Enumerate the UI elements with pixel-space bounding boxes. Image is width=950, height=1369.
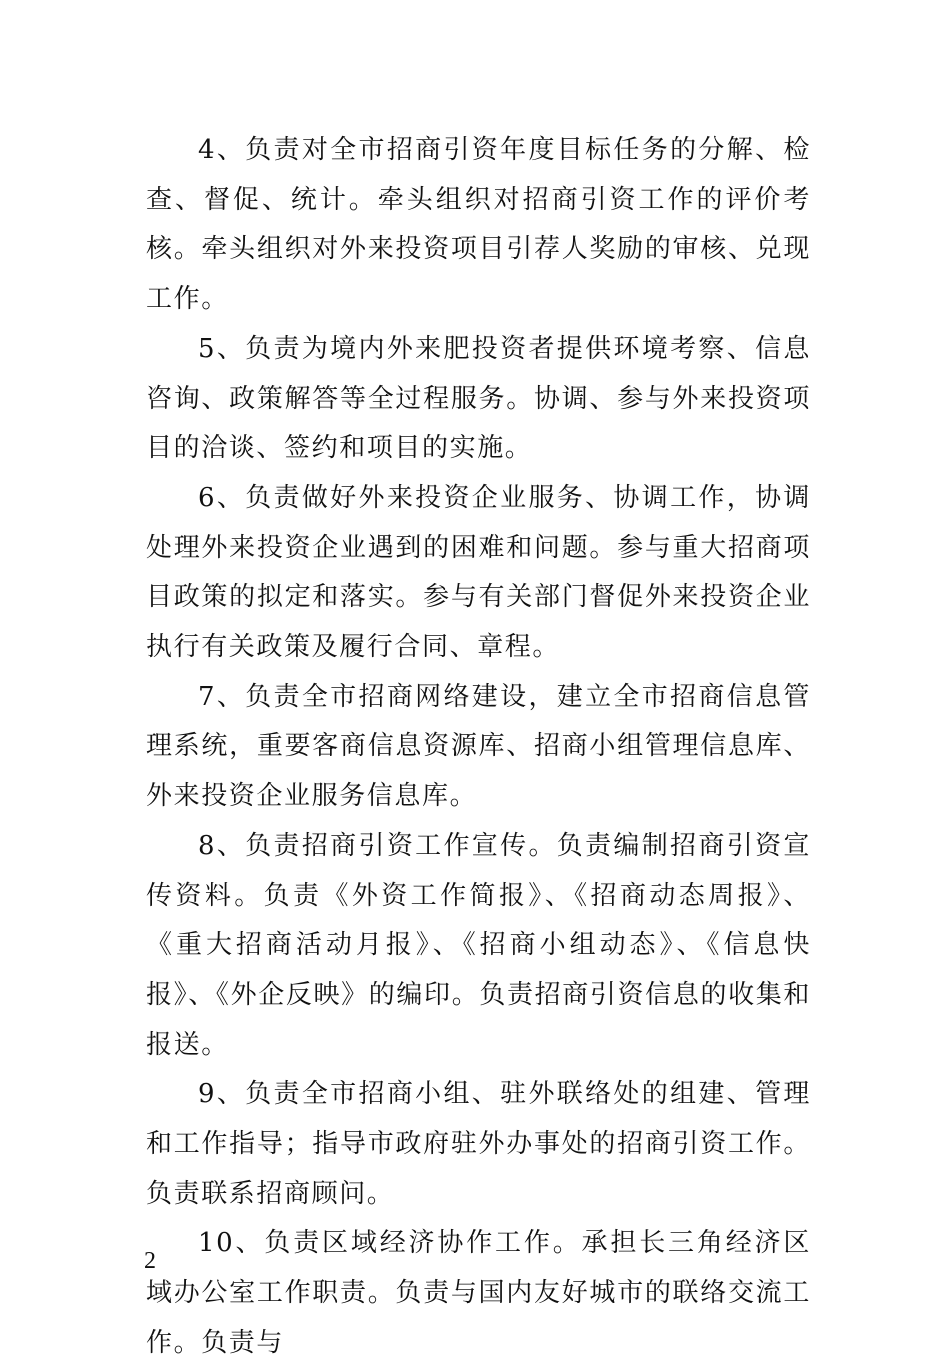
paragraph-item-4: 4、负责对全市招商引资年度目标任务的分解、检查、督促、统计。牵头组织对招商引资工作的评价考核。牵头组织对外来投资项目引荐人奖励的审核、兑现工作。 [146, 135, 811, 315]
paragraph-item-9: 9、负责全市招商小组、驻外联络处的组建、管理和工作指导；指导市政府驻外办事处的招商引资工作。负责联系招商顾问。 [146, 1079, 811, 1209]
page-number: 2 [144, 1248, 156, 1274]
paragraph-item-8: 8、负责招商引资工作宣传。负责编制招商引资宣传资料。负责《外资工作简报》、《招商动态周报》、《重大招商活动月报》、《招商小组动态》、《信息快报》、《外企反映》的编印。负责招商引资信息的收集和报送。 [146, 830, 811, 1060]
paragraph-item-5: 5、负责为境内外来肥投资者提供环境考察、信息咨询、政策解答等全过程服务。协调、参与外来投资项目的洽谈、签约和项目的实施。 [146, 333, 811, 464]
paragraph-item-7: 7、负责全市招商网络建设，建立全市招商信息管理系统，重要客商信息资源库、招商小组管理信息库、外来投资企业服务信息库。 [146, 681, 811, 812]
paragraph-item-10: 10、负责区域经济协作工作。承担长三角经济区域办公室工作职责。负责与国内友好城市的联络交流工作。负责与 [146, 1228, 811, 1358]
body-text [146, 126, 811, 1369]
paragraph-item-6: 6、负责做好外来投资企业服务、协调工作，协调处理外来投资企业遇到的困难和问题。参与重大招商项目政策的拟定和落实。参与有关部门督促外来投资企业执行有关政策及履行合同、章程。 [146, 482, 811, 663]
